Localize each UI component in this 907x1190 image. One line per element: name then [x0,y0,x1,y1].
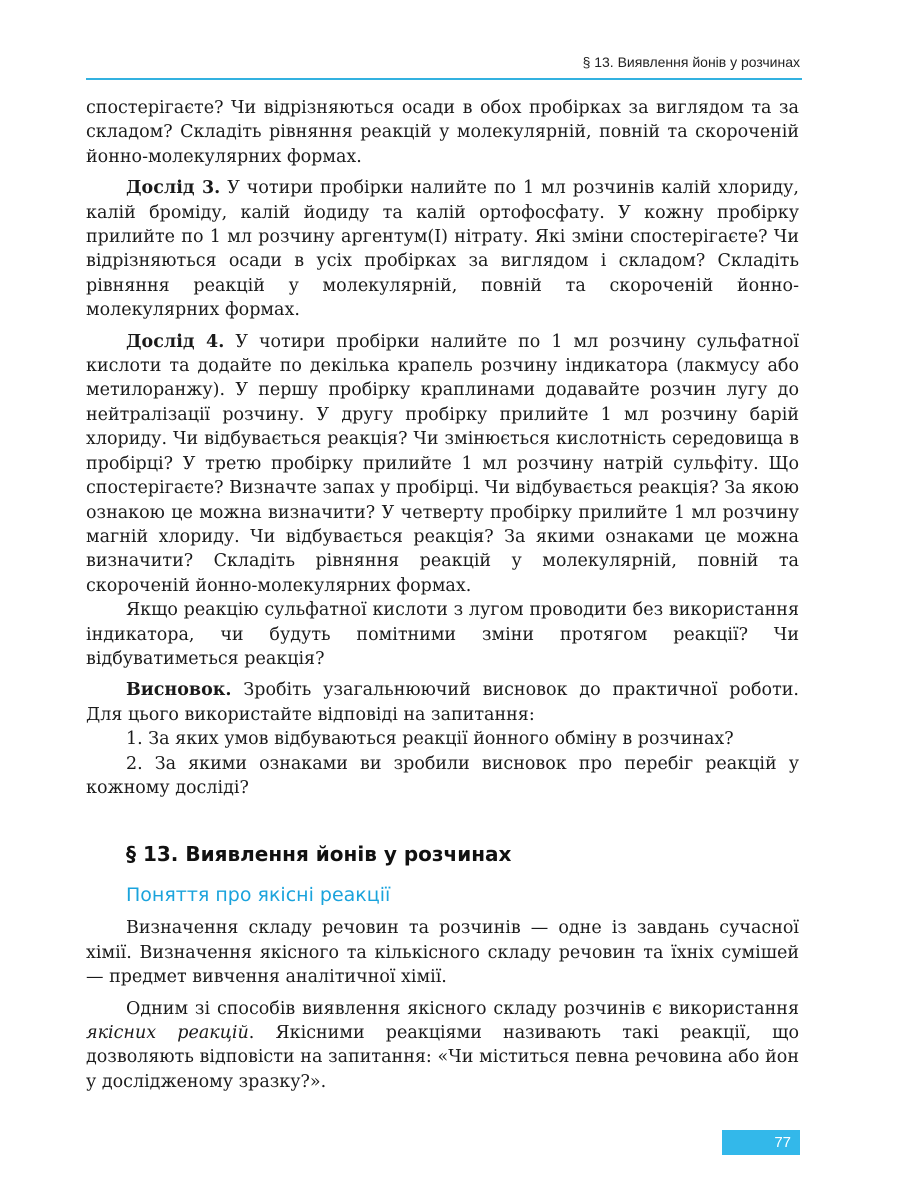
experiment-4-text: У чотири пробірки налийте по 1 мл розчину сульфатної кислоти та додайте по декілька крапель розчину індикатора (лакмусу або метилоранжу). У першу пробірку краплинами додавайте розчин лугу до нейтралізації розчину. У другу пробірку прилийте 1 мл розчину барій хлориду. Чи відбувається реакція? Чи змінюється кислотність середовища в пробірці? У третю пробірку прилийте 1 мл розчину натрій сульфіту. Що спостерігаєте? Визначте запах у пробірці. Чи відбувається реакція? За якою ознакою це можна визначити? У четверту пробірку прилийте 1 мл розчину магній хлориду. Чи відбувається реакція? За якими ознаками це можна визначити? Складіть рівняння реакцій у молекулярній, повній та скороченій йонно-молекулярних формах. [86,331,799,596]
header-rule [86,78,802,80]
conclusion-question-2: 2. За якими ознаками ви зробили висновок про перебіг реакцій у кожному досліді? [86,753,799,798]
conclusion-text: Зробіть узагальнюючий висновок до практичної роботи. Для цього використайте відповіді на запитання: [86,680,799,725]
conclusion-label: Висновок. [126,680,232,701]
conclusion-question-1: 1. За яких умов відбуваються реакції йонного обміну в розчинах? [126,729,734,750]
indicator-question-paragraph: Якщо реакцію сульфатної кислоти з лугом проводити без використання індикатора, чи будуть помітними зміни протягом реакції? Чи відбуватиметься реакція? [86,600,799,669]
qualitative-reactions-term: якісних реакцій [86,1023,249,1043]
experiment-3-label: Дослід 3. [126,178,221,199]
experiment-4-paragraph [86,330,799,598]
running-header: § 13. Виявлення йонів у розчинах [582,54,800,70]
page-number-badge: 77 [722,1130,800,1155]
experiment-4-label: Дослід 4. [126,331,225,352]
section-paragraph-2 [86,997,799,1095]
section-paragraph-2-start: Одним зі способів виявлення якісного складу розчинів є використання [126,998,799,1019]
section-paragraph-2-end: . Якісними реакціями називають такі реакції, що дозволяють відповісти на запитання: «Чи міститься певна речовина або йон у дослідженому зразку?». [86,1023,799,1092]
body-text [86,96,799,1094]
continuation-paragraph: спостерігаєте? Чи відрізняються осади в обох пробірках за виглядом та за складом? Складіть рівняння реакцій у молекулярній, повній та скороченій йонно-молекулярних формах. [86,98,799,167]
section-paragraph-1: Визначення складу речовин та розчинів — одне із завдань сучасної хімії. Визначення якісного та кількісного складу речовин та їхніх сумішей — предмет вивчення аналітичної хімії. [86,918,799,988]
experiment-3-text: У чотири пробірки налийте по 1 мл розчинів калій хлориду, калій броміду, калій йодиду та калій ортофосфату. У кожну пробірку прилийте по 1 мл розчину аргентум(I) нітрату. Які зміни спостерігаєте? Чи відрізняються осади в усіх пробірках за виглядом і складом? Складіть рівняння реакцій у молекулярній, повній та скороченій йонно-молекулярних формах. [86,178,799,321]
subsection-title: Поняття про якісні реакції [126,884,391,907]
section-title: § 13. Виявлення йонів у розчинах [126,842,512,867]
experiment-3-paragraph [86,176,799,322]
conclusion-paragraph [86,678,799,727]
